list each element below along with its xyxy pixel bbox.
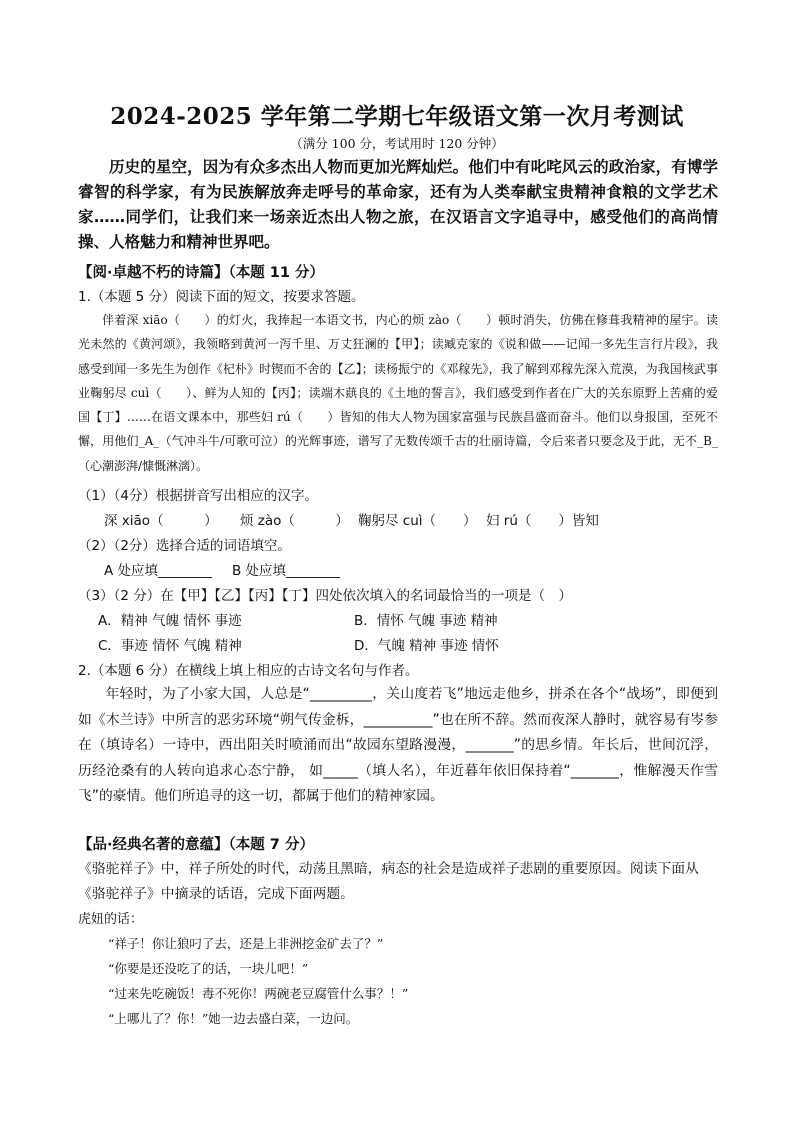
question-1-stem: 1.（本题 5 分）阅读下面的短文，按要求答题。 — [78, 289, 365, 305]
fill-item-b: B 处应填________ — [232, 563, 341, 579]
exam-subtitle: （满分 100 分，考试用时 120 分钟） — [290, 136, 504, 151]
section-2-intro: 《骆驼祥子》中，祥子所处的时代，动荡且黑暗，病态的社会是造成祥子悲剧的重要原因。阅读下面从《骆驼祥子》中摘录的话语，完成下面两题。 — [78, 861, 699, 902]
section-heading-classics: 【品·经典名著的意蕴】（本题 7 分） — [78, 837, 314, 853]
option-d: D．气魄 精神 事迹 情怀 — [354, 638, 499, 654]
pinyin-item-1: 深 xiāo（ ） — [104, 513, 218, 529]
question-2-paragraph: 年轻时，为了小家大国，人总是“_________，关山度若飞”地远走他乡，拼杀在各个“战场”，即便到如《木兰诗》中所言的恶劣环境“朔气传金柝，__________”也在所不辞。然而夜深人静时，就容易有岑参在（填诗名）一诗中，西出阳关时喷涌而出“故园东望路漫漫，_______”的思乡情。年长后，世间沉浮，历经沧桑有的人转向追求心态宁静， 如_____（填人名），年近暮年依旧保持着“_______，惟解漫天作雪飞”的豪情。他们所追寻的这一切，都属于他们的精神家园。 — [78, 686, 718, 804]
sub-question-2-stem: （2）（2分）选择合适的词语填空。 — [78, 538, 291, 554]
question-1-passage: 伴着深 xiāo（ ）的灯火，我捧起一本语文书，内心的烦 zào（ ）顿时消失，仿佛在修葺我精神的屋宇。读光未然的《黄河颂》，我领略到黄河一泻千里、万丈狂澜的【甲】；读臧克家的《说和做——记闻一多先生言行片段》，我感受到闻一多先生为创作《杞朴》时锲而不舍的【乙】；读杨振宁的《邓稼先》，我了解到邓稼先深入荒漠，为我国核武事业鞠躬尽 cuì（ ）、鲜为人知的【丙】；读端木蕻良的《土地的誓言》，我们感受到作者在广大的关东原野上苦痛的爱国【丁】……在语文课本中，那些妇 rú（ ）皆知的伟大人物为国家富强与民族昌盛而奋斗。他们以身报国，至死不懈，用他们_A_（气冲斗牛/可歌可泣）的光辉事迹，谱写了无数传颂千古的壮丽诗篇，令后来者只要念及于此，无不_B_（心潮澎湃/慷慨淋漓）。 — [78, 313, 718, 473]
option-a: A．精神 气魄 情怀 事迹 — [98, 613, 242, 629]
speaker-label: 虎妞的话： — [78, 912, 144, 927]
quote-item: “上哪儿了？你！”她一边去盛白菜，一边问。 — [108, 1011, 359, 1026]
option-c: C．事迹 情怀 气魄 精神 — [98, 638, 242, 654]
question-2-stem: 2.（本题 6 分）在横线上填上相应的古诗文名句与作者。 — [78, 663, 419, 679]
page-title: 2024-2025 学年第二学期七年级语文第一次月考测试 — [110, 103, 684, 130]
quote-item: “你要是还没吃了的话，一块儿吧！” — [108, 961, 309, 976]
option-b: B．情怀 气魄 事迹 精神 — [354, 613, 498, 629]
intro-paragraph: 历史的星空，因为有众多杰出人物而更加光辉灿烂。他们中有叱咤风云的政治家，有博学睿智的科学家，有为民族解放奔走呼号的革命家，还有为人类奉献宝贵精神食粮的文学艺术家……同学们，让我们来一场亲近杰出人物之旅，在汉语言文字追寻中，感受他们的高尚情操、人格魅力和精神世界吧。 — [78, 158, 718, 251]
pinyin-item-2: 烦 zào（ ） — [240, 513, 349, 529]
section-heading-reading: 【阅·卓越不朽的诗篇】（本题 11 分） — [78, 265, 325, 281]
fill-item-a: A 处应填________ — [104, 563, 213, 579]
sub-question-1-stem: （1）（4分）根据拼音写出相应的汉字。 — [78, 488, 318, 504]
quote-item: “祥子！你让狼叼了去，还是上非洲挖金矿去了？” — [108, 936, 384, 951]
pinyin-item-4: 妇 rú（ ）皆知 — [486, 513, 599, 529]
quote-item: “过来先吃碗饭！毒不死你！两碗老豆腐管什么事？！” — [108, 986, 409, 1001]
pinyin-item-3: 鞠躬尽 cuì（ ） — [358, 513, 477, 529]
sub-question-3-stem: （3）（2 分）在【甲】【乙】【丙】【丁】四处依次填入的名词最恰当的一项是（ ） — [78, 588, 572, 604]
